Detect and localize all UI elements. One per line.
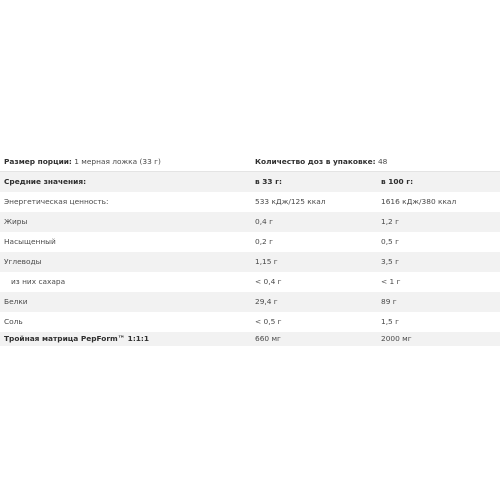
column-header-row [0,172,500,192]
nutrient-name: из них сахара [11,277,66,286]
nutrient-name: Жиры [4,217,28,226]
value-per-serving: < 0,4 г [255,277,282,286]
value-per-serving: 0,2 г [255,237,273,246]
serving-size-value: 1 мерная ложка (33 г) [74,157,161,166]
value-per-100: < 1 г [381,277,401,286]
table-row [0,332,500,346]
nutrient-name: Энергетическая ценность: [4,197,109,206]
doses-count [255,157,387,166]
value-per-serving: 660 мг [255,334,281,343]
nutrition-table [0,152,500,346]
table-row [0,312,500,332]
table-row [0,292,500,312]
value-per-100: 2000 мг [381,334,412,343]
nutrient-name: Насыщенный [4,237,56,246]
serving-info-row [0,152,500,172]
doses-count-value: 48 [377,157,388,166]
column-header-per-100: в 100 г: [381,177,414,186]
table-row [0,212,500,232]
value-per-100: 1,5 г [381,317,399,326]
column-header-label: Средние значения: [4,177,87,186]
serving-size [4,157,161,166]
table-row [0,232,500,252]
doses-count-label: Количество доз в упаковке: [255,157,376,166]
value-per-100: 1616 кДж/380 ккал [381,197,457,206]
nutrient-name: Углеводы [4,257,42,266]
serving-size-label: Размер порции: [4,157,72,166]
nutrient-name: Соль [4,317,23,326]
value-per-serving: 0,4 г [255,217,273,226]
value-per-serving: < 0,5 г [255,317,282,326]
value-per-100: 1,2 г [381,217,399,226]
value-per-100: 0,5 г [381,237,399,246]
table-row [0,192,500,212]
value-per-100: 3,5 г [381,257,399,266]
value-per-serving: 1,15 г [255,257,278,266]
table-row [0,252,500,272]
nutrient-name: Белки [4,297,28,306]
column-header-per-serving: в 33 г: [255,177,282,186]
nutrient-name: Тройная матрица PepForm™ 1:1:1 [4,334,150,343]
value-per-serving: 533 кДж/125 ккал [255,197,326,206]
table-row [0,272,500,292]
value-per-serving: 29,4 г [255,297,278,306]
value-per-100: 89 г [381,297,397,306]
